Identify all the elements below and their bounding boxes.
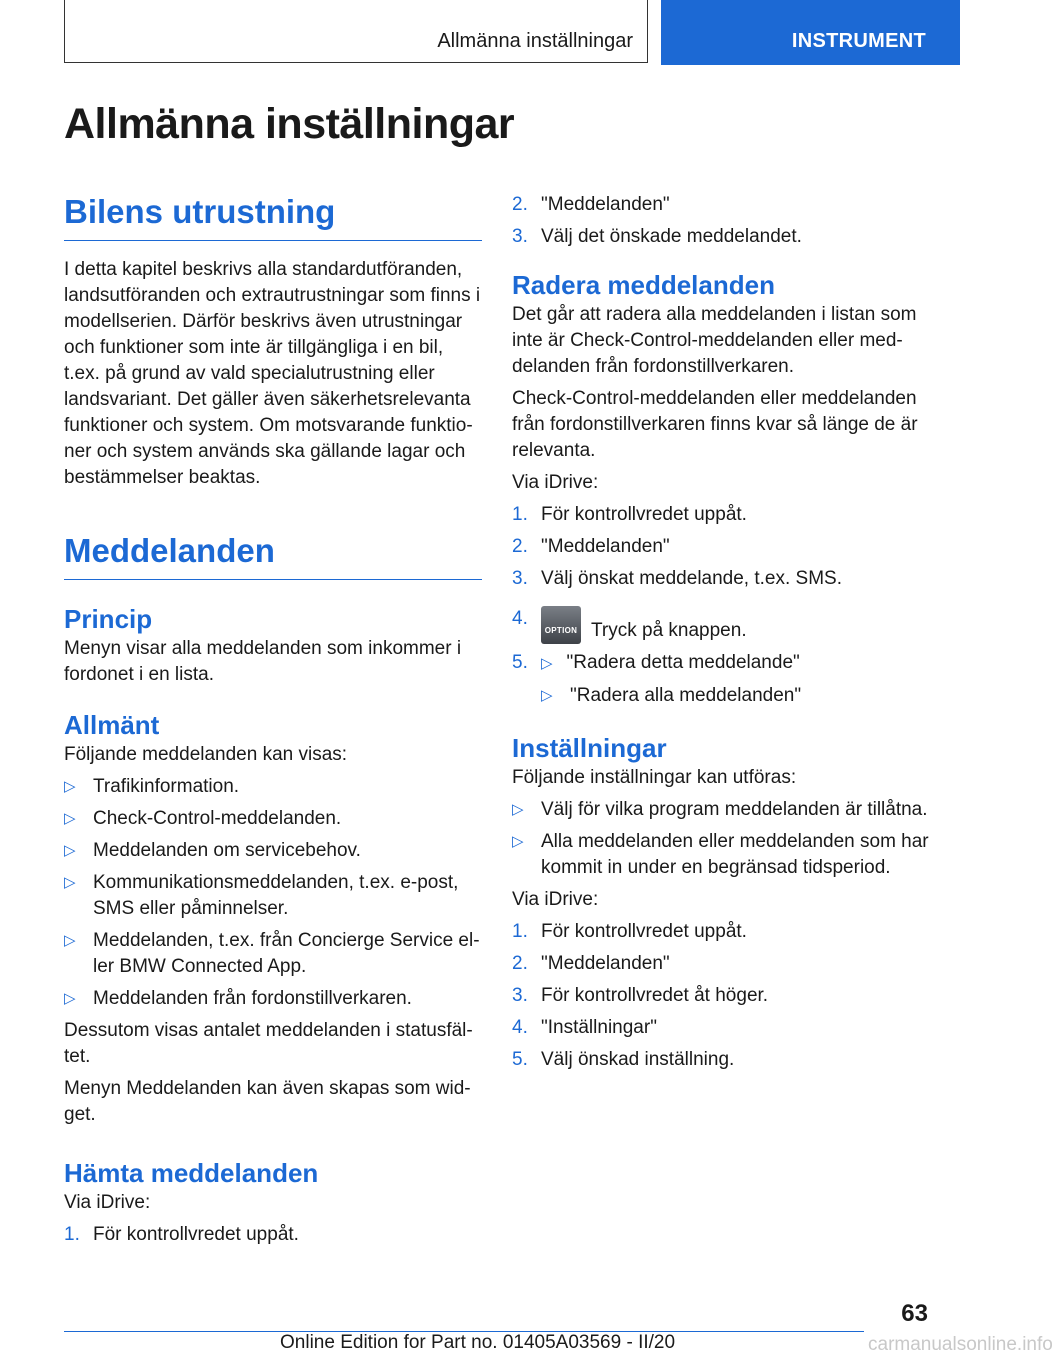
chapter-tab-label: INSTRUMENT [791,30,926,52]
step-item: 2. "Meddelanden" [512,953,670,974]
step-item: 3. Välj önskat meddelande, t.ex. SMS. [512,568,842,589]
step-item: 3. Välj det önskade meddelandet. [512,226,802,247]
allmant-statusfalt: Dessutom visas antalet meddelanden i statusfältet. [64,1020,473,1067]
step-item: 1. För kontrollvredet uppåt. [64,1224,299,1245]
heading-princip: Princip [64,604,153,634]
radera-p1: Det går att radera alla meddelanden i listan som inte är Check-Control-meddelanden eller meddelanden från fordonstillverkaren. [512,304,917,377]
triangle-right-icon: ▷ [64,874,76,891]
radera-sub-options [541,683,932,709]
installningar-list [512,797,932,881]
list-item: ▷ Kommunikationsmeddelanden, t.ex. e-post, SMS eller påminnelser. [64,872,459,919]
step-item: 2. "Meddelanden" [512,536,670,557]
option-button-icon[interactable]: OPTION [541,606,581,644]
left-column [64,192,482,1248]
watermark: carmanualsonline.info [868,1334,1053,1355]
list-item: ▷ Meddelanden, t.ex. från Concierge Service eller BMW Connected App. [64,930,480,977]
bilens-text: I detta kapitel beskrivs alla standardutföranden, landsutföranden och extrautrustningar som finns i modellserien. Därför beskrivs även utrustningar och funktioner som inte är tillgängliga i en bil, t.ex. på grund av vald specialutrustning eller landsvariant. Det gäller även säkerhetsrelevanta funktioner och system. Om motsvarande funktioner och system används ska gällande lagar och bestämmelser beaktas. [64,259,481,488]
list-item: ▷ "Radera alla meddelanden" [541,683,932,709]
step-item: 3. För kontrollvredet åt höger. [512,985,769,1006]
princip-text: Menyn visar alla meddelanden som inkommer i fordonet i en lista. [64,638,462,685]
step-item: 4. OPTION Tryck på knappen. [512,606,932,644]
triangle-right-icon: ▷ [64,990,76,1007]
section-header [64,0,648,63]
radera-via: Via iDrive: [512,472,599,493]
step-item: 2. "Meddelanden" [512,194,670,215]
triangle-right-icon: ▷ [64,842,76,859]
triangle-right-icon: ▷ [512,801,524,818]
heading-installningar: Inställningar [512,733,667,763]
triangle-right-icon: ▷ [512,833,524,850]
list-item: ▷ Check-Control-meddelanden. [64,806,482,832]
list-item: ▷ Meddelanden från fordonstillverkaren. [64,986,482,1012]
step-item: 1. För kontrollvredet uppåt. [512,921,747,942]
heading-radera-meddelanden: Radera meddelanden [512,270,775,300]
right-column [512,192,932,1073]
hamta-steps-continued [512,192,932,250]
step-item: 1. För kontrollvredet uppåt. [512,504,747,525]
footer-edition: Online Edition for Part no. 01405A03569 - II/20 [280,1332,676,1353]
heading-allmant: Allmänt [64,710,160,740]
triangle-right-icon: ▷ [64,778,76,795]
allmant-widget: Menyn Meddelanden kan även skapas som widget. [64,1078,471,1125]
list-item: ▷ Alla meddelanden eller meddelanden som har kommit in under en begränsad tidsperiod. [512,831,929,878]
heading-meddelanden: Meddelanden [64,532,275,569]
triangle-right-icon: ▷ [64,932,76,949]
step-item: 5. Välj önskad inställning. [512,1049,735,1070]
section-title: Allmänna inställningar [437,30,633,52]
step-item: 5. ▷ "Radera detta meddelande" ▷ "Radera alla meddelanden" [512,650,932,709]
installningar-via: Via iDrive: [512,889,599,910]
list-item: ▷ Trafikinformation. [64,774,482,800]
page-title: Allmänna inställningar [64,100,515,148]
triangle-right-icon: ▷ [541,687,553,704]
installningar-steps [512,919,932,1073]
list-item: ▷ Välj för vilka program meddelanden är tillåtna. [512,797,932,823]
hamta-steps [64,1222,482,1248]
triangle-right-icon: ▷ [64,810,76,827]
hamta-via: Via iDrive: [64,1192,151,1213]
heading-bilens-utrustning: Bilens utrustning [64,193,336,230]
list-item: ▷ Meddelanden om servicebehov. [64,838,482,864]
page-number: 63 [901,1300,928,1327]
radera-steps [512,502,932,709]
heading-hamta-meddelanden: Hämta meddelanden [64,1158,319,1188]
step-item: 4. "Inställningar" [512,1017,657,1038]
installningar-intro: Följande inställningar kan utföras: [512,767,797,788]
allmant-intro: Följande meddelanden kan visas: [64,744,348,765]
radera-p2: Check-Control-meddelanden eller meddelanden från fordonstillverkaren finns kvar så länge de är relevanta. [512,388,918,461]
chapter-tab[interactable] [661,0,960,65]
triangle-right-icon: ▷ [541,655,553,672]
allmant-list [64,774,482,1012]
